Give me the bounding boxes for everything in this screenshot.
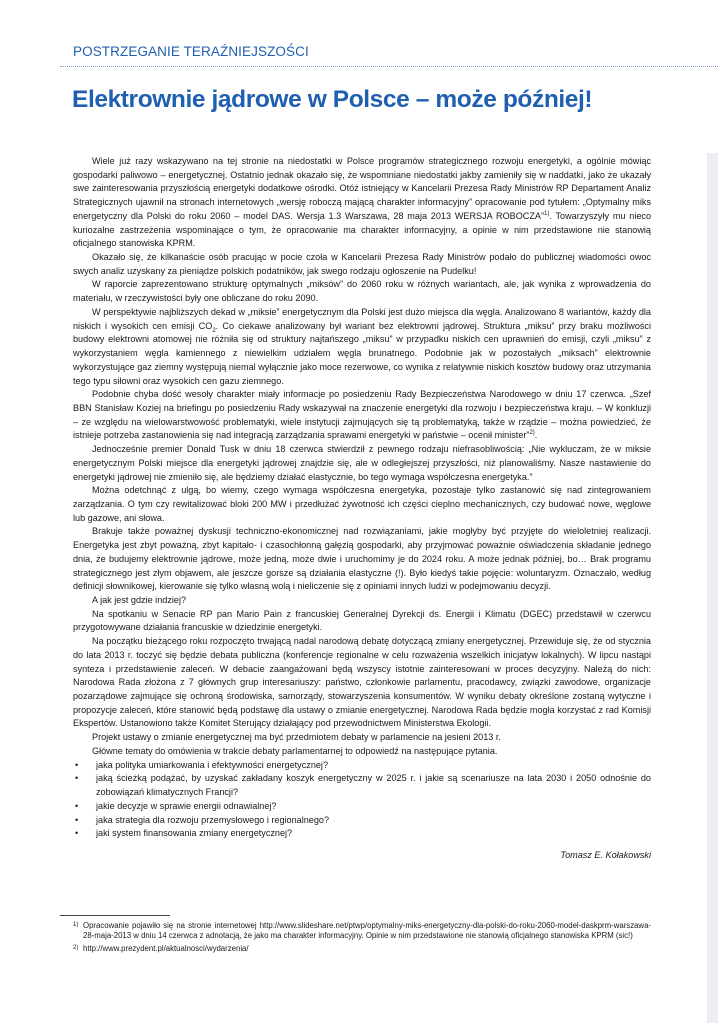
list-item: • jaki system finansowania zmiany energetycznej? [73,827,651,841]
side-margin-tab [707,153,718,1023]
list-item: • jaka strategia dla rozwoju przemysłowego i regionalnego? [73,814,651,828]
paragraph: Jednocześnie premier Donald Tusk w dniu 18 czerwca stwierdził z pewnego rodzaju niefrasobliwością: „Nie wykluczam, że w miksie energetycznym Polski miejsce dla energetyki jądrowej znajdzie się, ale w odległejszej przyszłości, niż planowaliśmy. Nasze nastawienie do energetyki jądrowej nie zmieniło się, ale będziemy działać elastycznie, bo tego wymaga współczesna energetyka.” [73,444,651,482]
footnotes [73,921,651,956]
paragraph: A jak jest gdzie indziej? [92,595,187,605]
paragraph: Projekt ustawy o zmianie energetycznej ma być przedmiotem debaty w parlamencie na jesieni 2013 r. [92,732,501,743]
footnote-mark: 2) [73,944,79,951]
paragraph: W perspektywie najbliższych dekad w „miksie” energetycznym dla Polski jest dużo miejsca dla węgla. Analizowano 8 wariantów, każdy dla niskich i wysokich cen emisji $CO_2$. Co ciekawe analizowany był wariant bez elektrowni jądrowej. Struktura „miksu” przy braku możliwości budowy elektrowni atomowej nie różniła się od struktury najtańszego „miksu” w przypadku niskich cen uprawnień do emisji, czyli „miksu” z wykorzystaniem węgla kamiennego z niewielkim udziałem węgla brunatnego. Podobnie jak w pozostałych „miksach” elektrownie wykorzystujące gaz ziemny występują niemal wyłącznie jako moce rezerwowe, co wynika z relatywnie niskich kosztów budowy oraz utrzymania tego typu siłowni oraz wysokich cen gazu ziemnego. [73,306,651,386]
footnote-divider [60,915,170,916]
footnote-link[interactable]: http://www.prezydent.pl/aktualnosci/wydarzenia/ [83,943,249,953]
paragraph: Brakuje także poważnej dyskusji techniczno-ekonomicznej nad rozwiązaniami, jakie mogłyby być przyjęte do wieloletniej realizacji. Energetyka jest zbyt poważną, zbyt kapitało- i czasochłonną gałęzią gospodarki, aby przyjmować poważnie oświadczenia składanie jednego dnia, że budujemy elektrownie jądrowe, może jedną, może dwie i uruchomimy je do 2024 roku. A może jednak później, bo… Brak programu strategicznego jest złym objawem, ale jeszcze gorsze są działania elastyczne (!). Było kiedyś takie pojęcie: woluntaryzm. Oznaczało, według definicji słownikowej, kierowanie się tylko własną wolą i nieliczenie się z opiniami innych ludzi w podejmowaniu decyzji. [73,526,651,592]
article-title: Elektrownie jądrowe w Polsce – może później! [72,86,593,113]
footnote-ref[interactable]: 2) [529,430,535,437]
paragraph: W raporcie zaprezentowano strukturę optymalnych „miksów” do 2060 roku w różnych wariantach, ale, jak wynika z wprowadzenia do materiału, w rzeczywistości były one obliczane do roku 2090. [73,279,651,304]
list-item: • jakie decyzje w sprawie energii odnawialnej? [73,800,651,814]
paragraph: Główne tematy do omówienia w trakcie debaty parlamentarnej to odpowiedź na następujące pytania. [92,745,498,756]
list-item: • jaka polityka umiarkowania i efektywności energetycznej? [73,759,651,773]
paragraph: Na początku bieżącego roku rozpoczęto trwającą nadal narodową debatę dotyczącą zmiany energetycznej. Przewiduje się, że od stycznia do lata 2013 r. toczyć się będzie debata publiczna (konferencje regionalne w celu rozważenia wszelkich inicjatyw lokalnych). W lipcu nastąpi synteza i przedstawienie zaleceń. W debacie zaangażowani będą wszyscy istotnie zainteresowani w proces decyzyjny. Należą do nich: Narodowa Rada złożona z 7 głównych grup interesariuszy: państwo, członkowie parlamentu, pracodawcy, związki zawodowe, organizacje pozarządowe zajmujące się ochroną środowiska, samorządy, stowarzyszenia konsumentów. W wyniku debaty określone zostaną wytyczne i propozycje zaleceń, które stanowić będą podstawę dla ustawy o zmianie energetycznej. Narodowa Rada będzie mogła korzystać z rad Komisji Ekspertów. Ustanowiono także Komitet Sterujący działający pod przewodnictwem Ministerstwa Ekologii. [73,636,651,729]
footnote [73,944,651,954]
list-item: • jaką ścieżką podążać, by uzyskać zakładany koszyk energetyczny w 2025 r. i jakie są scenariusze na lata 2030 i 2050 odnośnie do zobowiązań klimatycznych Francji? [73,772,651,799]
header-divider [60,66,718,67]
paragraph: Można odetchnąć z ulgą, bo wiemy, czego wymaga współczesna energetyka, pozostaje tylko zastanowić się nad zintegrowaniem zarządzania. O tym czy rewitalizować bloki 200 MW i przedłużać żywotność ich części cieplno mechanicznych, czy budować nowe, węglowe lub gazowe, ani słowa. [73,485,651,523]
footnote-text: Opracowanie pojawiło się na stronie internetowej http://www.slideshare.net/ptwp/optymalny-miks-energetyczny-dla-polski-do-roku-2060-model-daskprm-warszawa-28-maja-2013 w dniu 14 czerwca z adnotacją, że jako ma charakter informacyjny. Opinie w nim przedstawione nie stanowią oficjalnego stanowiska KPRM (sic!) [83,921,651,941]
author-signature: Tomasz E. Kołakowski [560,849,651,860]
paragraph: Wiele już razy wskazywano na tej stronie na niedostatki w Polsce programów strategicznego rozwoju energetyki, a ogólnie mówiąc gospodarki paliwowo – energetycznej. Ostatnio jednak okazało się, że wspomniane niedostatki jakby zamieniły się w naddatki, jako że ukazały swe zainteresowania przyszłością energetyki dodatkowe ośrodki. Otóż istniejący w Kancelarii Prezesa Rady Ministrów RP Departament Analiz Strategicznych ujawnił na stronach internetowych „wersję roboczą mającą charakter informacyjny” opracowanie pod tytułem: „Optymalny miks energetyczny dla Polski do roku 2060 – model DAS. Wersja 1.3 Warszawa, 28 maja 2013 WERSJA ROBOCZA”$^{1)}$. Towarzyszyły mu nieco kuriozalne zastrzeżenia wspominające o tym, że opracowanie ma charakter informacyjny, a opinie w nim przedstawione nie stanowią oficjalnego stanowiska KPRM. [73,156,651,249]
section-label: POSTRZEGANIE TERAŹNIEJSZOŚCI [73,44,309,59]
footnote-ref[interactable]: 1) [544,210,550,217]
question-list [73,759,651,841]
paragraph: Okazało się, że kilkanaście osób pracując w pocie czoła w Kancelarii Prezesa Rady Ministrów podało do publicznej wiadomości owoc swych analiz uzyskany za pieniądze polskich podatników, jak swego rodzaju ogłoszenie na Pudelku! [73,252,651,276]
paragraph: Na spotkaniu w Senacie RP pan Mario Pain z francuskiej Generalnej Dyrekcji ds. Energii i Klimatu (DGEC) przedstawił w czerwcu przygotowywane działania francuskie w dziedzinie energetyki. [73,608,651,633]
article-body [73,155,651,863]
footnote [73,921,651,942]
footnote-mark: 1) [73,922,79,928]
paragraph: Podobnie chyba dość wesoły charakter miały informacje po posiedzeniu Rady Bezpieczeństwa Narodowego w dniu 17 czerwca. „Szef BBN Stanisław Koziej na briefingu po posiedzeniu Rady wskazywał na znaczenie energetyki dla rozwoju i bezpieczeństwa kraju. – W konkluzji – ze względu na wielowarstwowość problematyki, wiele instytucji zajmujących się tą problematyką, także w rządzie – można powiedzieć, że istnieje potrzeba zastanowienia się nad integracją zarządzania sprawami energetyki w państwie – ocenił minister”$^{2)}$. [73,389,651,441]
